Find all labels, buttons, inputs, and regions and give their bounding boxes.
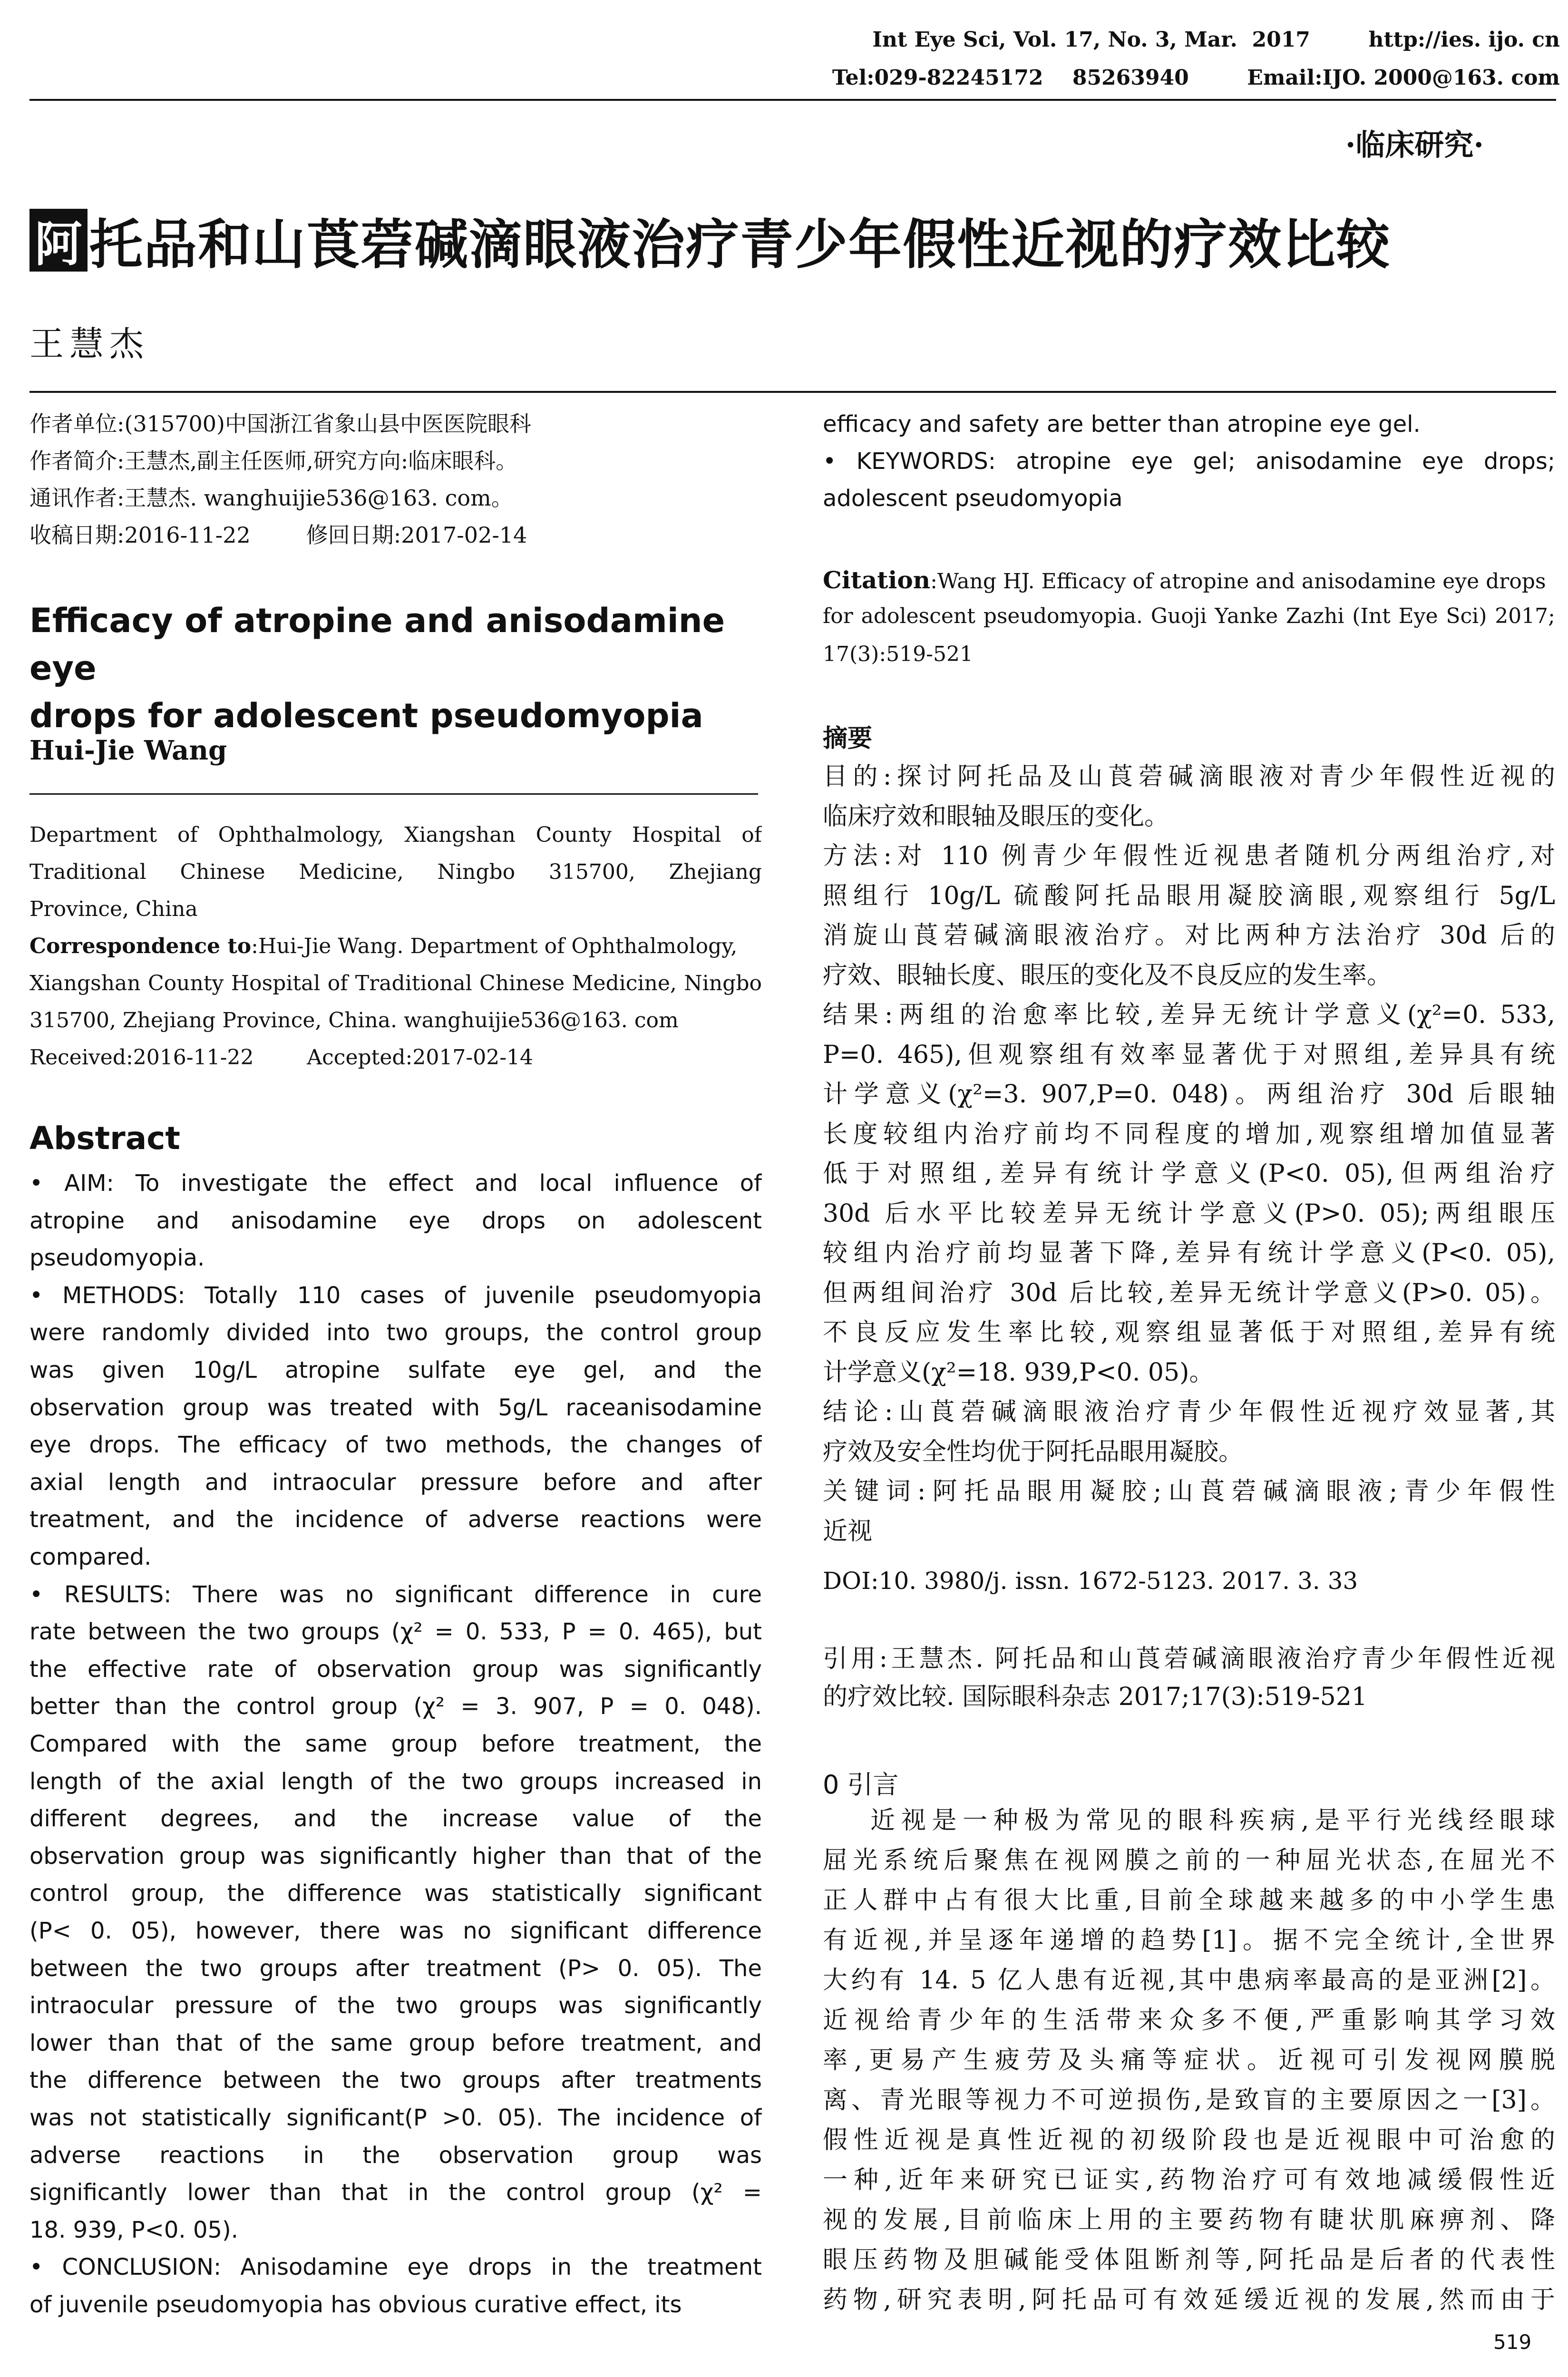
abstract-cn-heading: 摘要	[823, 724, 873, 753]
abstract-cn-line: 计学意义(χ²=3. 907,P=0. 048)。两组治疗 30d 后眼轴	[823, 1080, 1555, 1109]
abstract-line: the effective rate of observation group was significantly	[29, 1656, 762, 1683]
affiliation-line: Traditional Chinese Medicine, Ningbo 315700, Zhejiang	[29, 860, 762, 884]
journal-contact-line: Tel:029-82245172 85263940 Email:IJO. 2000@163. com	[832, 66, 1560, 90]
english-author: Hui-Jie Wang	[29, 735, 227, 766]
intro-line: 屈光系统后聚焦在视网膜之前的一种屈光状态,在屈光不	[823, 1846, 1555, 1875]
abstract-line: • CONCLUSION: Anisodamine eye drops in the treatment	[29, 2254, 762, 2281]
abstract-conclusion-end: efficacy and safety are better than atropine eye gel.	[823, 411, 1421, 438]
abstract-line: between the two groups after treatment (P> 0. 05). The	[29, 1955, 762, 1982]
abstract-cn-line: 较组内治疗前均显著下降,差异有统计学意义(P<0. 05),	[823, 1239, 1555, 1267]
abstract-line: compared.	[29, 1544, 152, 1570]
abstract-cn-line: 结果:两组的治愈率比较,差异无统计学意义(χ²=0. 533,	[823, 1001, 1555, 1029]
abstract-line: (P< 0. 05), however, there was no significant difference	[29, 1918, 762, 1944]
intro-line: 率,更易产生疲劳及头痛等症状。近视可引发视网膜脱	[823, 2046, 1555, 2075]
abstract-cn-line: 低于对照组,差异有统计学意义(P<0. 05),但两组治疗	[823, 1159, 1555, 1188]
abstract-line: Compared with the same group before treatment, the	[29, 1731, 762, 1757]
abstract-line: adverse reactions in the observation group was	[29, 2142, 762, 2169]
abstract-line: control group, the difference was statistically significant	[29, 1880, 762, 1907]
affiliation-line: Department of Ophthalmology, Xiangshan County Hospital of	[29, 823, 762, 847]
abstract-line: rate between the two groups (χ² = 0. 533, P = 0. 465), but	[29, 1618, 762, 1646]
header-rule	[29, 99, 1556, 101]
intro-line: 假性近视是真性近视的初级阶段也是近视眼中可治愈的	[823, 2126, 1555, 2154]
correspondence-line: 315700, Zhejiang Province, China. wanghuijie536@163. com	[29, 1008, 679, 1033]
citation-label: Citation	[823, 566, 931, 594]
intro-line: 离、青光眼等视力不可逆损伤,是致盲的主要原因之一[3]。	[823, 2086, 1555, 2114]
citation-line	[823, 566, 1555, 594]
abstract-line: intraocular pressure of the two groups was significantly	[29, 1992, 762, 2019]
abstract-line: • RESULTS: There was no significant difference in cure	[29, 1581, 762, 1608]
meta-author-bio-cn: 作者简介:王慧杰,副主任医师,研究方向:临床眼科。	[29, 448, 518, 474]
correspondence-line	[29, 934, 762, 958]
abstract-line: treatment, and the incidence of adverse reactions were	[29, 1506, 762, 1533]
abstract-line: observation group was treated with 5g/L raceanisodamine	[29, 1394, 762, 1421]
keywords-line: • KEYWORDS: atropine eye gel; anisodamine eye drops;	[823, 448, 1555, 475]
citation-line: for adolescent pseudomyopia. Guoji Yanke Zazhi (Int Eye Sci) 2017;	[823, 604, 1555, 628]
abstract-cn-line: 近视	[823, 1517, 873, 1546]
abstract-line: observation group was significantly higher than that of the	[29, 1842, 762, 1870]
abstract-line: lower than that of the same group before treatment, and	[29, 2029, 762, 2056]
abstract-cn-line: 照组行 10g/L 硫酸阿托品眼用凝胶滴眼,观察组行 5g/L	[823, 881, 1555, 910]
intro-heading: 0 引言	[823, 1770, 899, 1800]
citation-text: :Wang HJ. Efficacy of atropine and anisodamine eye drops	[930, 569, 1546, 594]
keywords-line: adolescent pseudomyopia	[823, 485, 1123, 512]
intro-line: 正人群中占有很大比重,目前全球越来越多的中小学生患	[823, 1886, 1555, 1915]
intro-line: 视的发展,目前临床上用的主要药物有睫状肌麻痹剂、降	[823, 2206, 1555, 2234]
citation-line: 17(3):519-521	[823, 642, 973, 666]
article-title	[29, 205, 1566, 276]
abstract-line: was given 10g/L atropine sulfate eye gel, and the	[29, 1357, 762, 1383]
intro-line: 近视是一种极为常见的眼科疾病,是平行光线经眼球	[870, 1806, 1555, 1835]
english-title-line: Efficacy of atropine and anisodamine eye	[29, 601, 725, 688]
correspondence-line: Xiangshan County Hospital of Traditional Chinese Medicine, Ningbo	[29, 971, 762, 995]
section-label: ·临床研究·	[1345, 127, 1484, 162]
abstract-cn-line: P=0. 465),但观察组有效率显著优于对照组,差异具有统	[823, 1040, 1555, 1069]
title-rule	[29, 391, 1556, 393]
intro-line: 药物,研究表明,阿托品可有效延缓近视的发展,然而由于	[823, 2286, 1555, 2314]
intro-line: 有近视,并呈逐年递增的趋势[1]。据不完全统计,全世界	[823, 1926, 1555, 1955]
abstract-line: • METHODS: Totally 110 cases of juvenile pseudomyopia	[29, 1282, 762, 1309]
abstract-line: atropine and anisodamine eye drops on adolescent	[29, 1207, 762, 1234]
intro-line: 眼压药物及胆碱能受体阻断剂等,阿托品是后者的代表性	[823, 2246, 1555, 2274]
abstract-cn-line: 方法:对 110 例青少年假性近视患者随机分两组治疗,对	[823, 842, 1555, 870]
abstract-cn-line: 结论:山莨菪碱滴眼液治疗青少年假性近视疗效显著,其	[823, 1398, 1555, 1426]
abstract-cn-line: 30d 后水平比较差异无统计学意义(P>0. 05);两组眼压	[823, 1199, 1555, 1228]
abstract-line: was not statistically significant(P >0. 05). The incidence of	[29, 2104, 762, 2131]
correspondence-text: :Hui-Jie Wang. Department of Ophthalmology,	[251, 934, 738, 958]
title-dropcap: 阿	[29, 209, 88, 272]
intro-line: 大约有 14. 5 亿人患有近视,其中患病率最高的是亚洲[2]。	[823, 1966, 1555, 1995]
abstract-cn-line: 消旋山莨菪碱滴眼液治疗。对比两种方法治疗 30d 后的	[823, 921, 1555, 950]
journal-info-line: Int Eye Sci, Vol. 17, No. 3, Mar. 2017 http://ies. ijo. cn	[872, 28, 1560, 52]
page-number: 519	[1493, 2330, 1532, 2354]
doi-line: DOI:10. 3980/j. issn. 1672-5123. 2017. 3. 33	[823, 1567, 1358, 1595]
abstract-cn-line: 关键词:阿托品眼用凝胶;山莨菪碱滴眼液;青少年假性	[823, 1477, 1555, 1506]
abstract-line: axial length and intraocular pressure before and after	[29, 1469, 762, 1496]
abstract-line: were randomly divided into two groups, the control group	[29, 1319, 762, 1346]
citation-cn-line: 的疗效比较. 国际眼科杂志 2017;17(3):519-521	[823, 1683, 1367, 1711]
english-title	[29, 597, 771, 740]
affiliation-line: Province, China	[29, 897, 198, 921]
received-dates: Received:2016-11-22 Accepted:2017-02-14	[29, 1045, 534, 1070]
abstract-cn-line: 疗效及安全性均优于阿托品眼用凝胶。	[823, 1437, 1244, 1466]
abstract-line: • AIM: To investigate the effect and local influence of	[29, 1170, 762, 1197]
abstract-cn-line: 临床疗效和眼轴及眼压的变化。	[823, 802, 1169, 831]
meta-correspondence-cn: 通讯作者:王慧杰. wanghuijie536@163. com。	[29, 485, 513, 511]
abstract-heading: Abstract	[29, 1120, 180, 1157]
citation-cn-text: 引用:王慧杰. 阿托品和山莨菪碱滴眼液治疗青少年假性近视	[823, 1645, 1555, 1673]
abstract-cn-line: 不良反应发生率比较,观察组显著低于对照组,差异有统	[823, 1318, 1555, 1347]
abstract-cn-line: 长度较组内治疗前均不同程度的增加,观察组增加值显著	[823, 1120, 1555, 1149]
abstract-line: of juvenile pseudomyopia has obvious curative effect, its	[29, 2291, 682, 2318]
abstract-cn-line: 计学意义(χ²=18. 939,P<0. 05)。	[823, 1358, 1214, 1387]
meta-affiliation-cn: 作者单位:(315700)中国浙江省象山县中医医院眼科	[29, 411, 531, 437]
citation-cn-line	[823, 1643, 1555, 1677]
english-title-line: drops for adolescent pseudomyopia	[29, 696, 703, 735]
intro-line: 近视给青少年的生活带来众多不便,严重影响其学习效	[823, 2006, 1555, 2035]
abstract-line: better than the control group (χ² = 3. 907, P = 0. 048).	[29, 1693, 762, 1720]
title-text: 托品和山莨菪碱滴眼液治疗青少年假性近视的疗效比较	[89, 214, 1391, 276]
abstract-cn-line: 疗效、眼轴长度、眼压的变化及不良反应的发生率。	[823, 961, 1392, 990]
abstract-cn-line: 目的:探讨阿托品及山莨菪碱滴眼液对青少年假性近视的	[823, 762, 1555, 791]
intro-line: 一种,近年来研究已证实,药物治疗可有效地减缓假性近	[823, 2166, 1555, 2194]
abstract-line: eye drops. The efficacy of two methods, the changes of	[29, 1432, 762, 1459]
abstract-line: different degrees, and the increase value of the	[29, 1805, 762, 1832]
abstract-line: pseudomyopia.	[29, 1245, 205, 1272]
abstract-cn-line: 但两组间治疗 30d 后比较,差异无统计学意义(P>0. 05)。	[823, 1278, 1555, 1307]
abstract-line: 18. 939, P<0. 05).	[29, 2216, 239, 2243]
correspondence-label: Correspondence to	[29, 934, 252, 958]
meta-dates-cn: 收稿日期:2016-11-22 修回日期:2017-02-14	[29, 522, 527, 548]
abstract-line: significantly lower than that in the control group (χ² =	[29, 2179, 762, 2206]
abstract-line: the difference between the two groups after treatments	[29, 2067, 762, 2094]
affiliation-rule	[29, 793, 758, 795]
abstract-line: length of the axial length of the two groups increased in	[29, 1768, 762, 1795]
author-name-cn: 王慧杰	[29, 324, 150, 364]
